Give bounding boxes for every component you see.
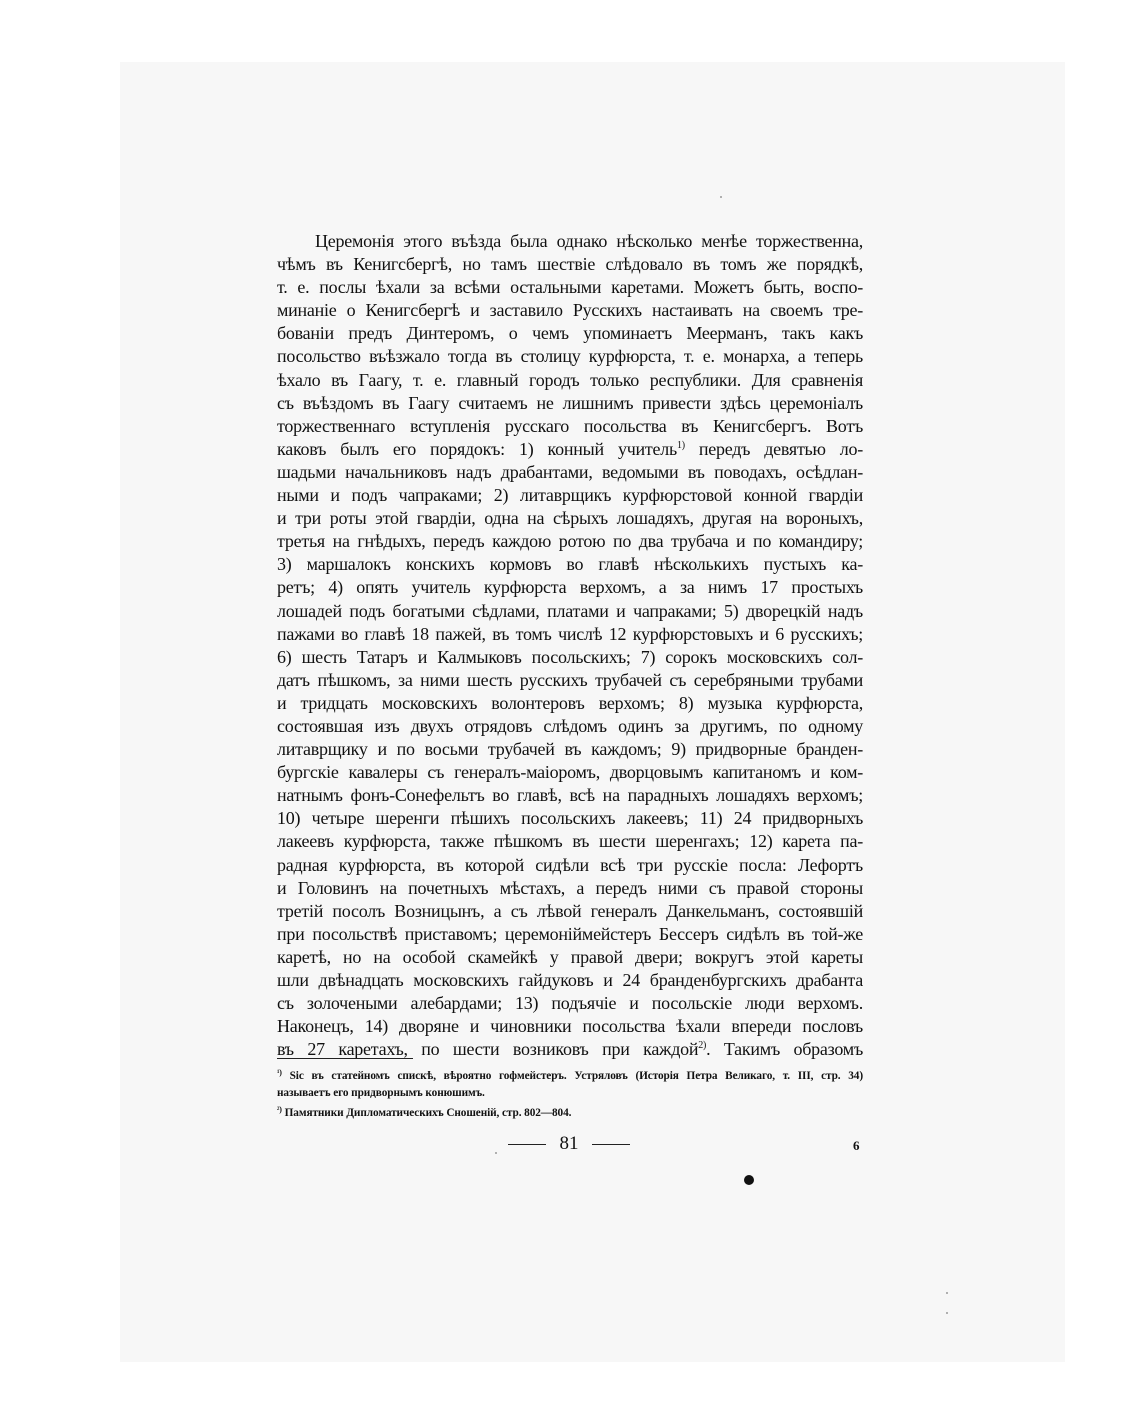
body-line: третій посолъ Возницынъ, а съ лѣвой генералъ Данкельманъ, состоявшій xyxy=(277,900,863,921)
scan-speck xyxy=(946,1312,948,1314)
ink-dot xyxy=(744,1175,754,1185)
body-line: каковъ былъ его порядокъ: 1) конный учитель$^{1)}$ передъ девятью ло- xyxy=(277,438,864,459)
body-line: каретѣ, но на особой скамейкѣ у правой двери; вокругъ этой кареты xyxy=(277,946,863,967)
body-line: съ въѣздомъ въ Гаагу считаемъ не лишнимъ привести здѣсь церемоніалъ xyxy=(277,392,863,413)
body-line: въ 27 каретахъ, по шести возниковъ при каждой$^{2)}$. Такимъ образомъ xyxy=(277,1039,864,1060)
body-line: съ золочеными алебардами; 13) подъячіе и посольскіе люди верхомъ. xyxy=(277,993,863,1014)
body-line: минаніе о Кенигсбергѣ и заставило Русскихъ настаивать на своемъ тре- xyxy=(277,300,863,321)
footnote-ref: 1) xyxy=(676,439,685,451)
body-line: радная курфюрста, въ которой сидѣли всѣ три русскіе посла: Лефортъ xyxy=(277,854,863,875)
body-line: ретъ; 4) опять учитель курфюрста верхомъ, а за нимъ 17 простыхъ xyxy=(277,577,863,598)
footnotes xyxy=(277,1068,863,1122)
page-number-left-dash xyxy=(508,1144,546,1145)
footnote-1-line-1: $^{^1)}$ Sic въ статейномъ спискѣ, вѣроятно гофмейстеръ. Устряловъ (Исторія Петра Великаго, т. III, стр. 34) xyxy=(277,1068,863,1082)
body-line: бованіи предъ Динтеромъ, о чемъ упоминаетъ Меерманъ, такъ какъ xyxy=(277,323,863,344)
page-number-value: 81 xyxy=(559,1133,579,1154)
body-line: 6) шесть Татаръ и Калмыковъ посольскихъ; 7) сорокъ московскихъ сол- xyxy=(277,646,863,667)
body-line: литаврщику и по восьми трубачей въ каждомъ; 9) придворные бранден- xyxy=(277,739,863,760)
body-line: ѣхало въ Гаагу, т. е. главный городъ только республики. Для сравненія xyxy=(277,369,863,390)
body-line: Церемонія этого въѣзда была однако нѣсколько менѣе торжественна, xyxy=(315,231,863,251)
body-line: натнымъ фонъ-Сонефельтъ во главѣ, всѣ на парадныхъ лошадяхъ верхомъ; xyxy=(277,785,863,806)
body-line: чѣмъ въ Кенигсбергѣ, но тамъ шествіе слѣдовало въ томъ же порядкѣ, xyxy=(277,254,863,275)
footnote-2: $^{^2)}$ Памятники Дипломатическихъ Сношеній, стр. 802—804. xyxy=(277,1105,572,1119)
footnote-1-line-2: называетъ его придворнымъ конюшимъ. xyxy=(277,1087,485,1099)
body-line: и три роты этой гвардіи, одна на сѣрыхъ лошадяхъ, другая на вороныхъ, xyxy=(277,508,863,529)
body-line: т. е. послы ѣхали за всѣми остальными каретами. Можетъ быть, воспо- xyxy=(277,277,863,298)
body-line: и тридцать московскихъ волонтеровъ верхомъ; 8) музыка курфюрста, xyxy=(277,692,863,713)
body-line: лакеевъ курфюрста, также пѣшкомъ въ шести шеренгахъ; 12) карета па- xyxy=(277,831,863,852)
page-number-right-dash xyxy=(592,1144,630,1145)
body-line: при посольствѣ приставомъ; церемоніймейстеръ Бессеръ сидѣлъ въ той-же xyxy=(277,923,863,944)
body-line: ными и подъ чапраками; 2) литаврщикъ курфюрстовой конной гвардіи xyxy=(277,485,863,506)
body-line: третья на гнѣдыхъ, передъ каждою ротою по два трубача и по командиру; xyxy=(277,531,863,552)
body-line: 10) четыре шеренги пѣшихъ посольскихъ лакеевъ; 11) 24 придворныхъ xyxy=(277,808,863,829)
signature-mark: 6 xyxy=(853,1138,860,1153)
body-line: и Головинъ на почетныхъ мѣстахъ, а передъ ними съ правой стороны xyxy=(277,877,863,898)
footnote-1-mark: ¹) xyxy=(277,1068,282,1077)
body-line: состоявшая изъ двухъ отрядовъ слѣдомъ одинъ за другимъ, по одному xyxy=(277,715,863,736)
body-text xyxy=(277,230,863,1061)
body-line: лошадей подъ богатыми сѣдлами, платами и чапраками; 5) дворецкій надъ xyxy=(277,600,863,621)
scan-speck xyxy=(495,1152,497,1154)
scan-speck xyxy=(720,196,722,198)
page-number xyxy=(508,1133,630,1155)
scan-speck xyxy=(946,1292,948,1294)
body-line: Наконецъ, 14) дворяне и чиновники посольства ѣхали впереди пословъ xyxy=(277,1016,863,1037)
body-line: торжественнаго вступленія русскаго посольства въ Кенигсбергъ. Вотъ xyxy=(277,415,863,436)
body-line: посольство въѣзжало тогда въ столицу курфюрста, т. е. монарха, а теперь xyxy=(277,346,863,367)
footnote-ref: 2) xyxy=(698,1040,707,1052)
body-line: шли двѣнадцать московскихъ гайдуковъ и 24 бранденбургскихъ драбанта xyxy=(277,970,863,990)
body-line: пажами во главѣ 18 пажей, въ томъ числѣ 12 курфюрстовыхъ и 6 русскихъ; xyxy=(277,623,863,644)
body-line: 3) маршалокъ конскихъ кормовъ во главѣ нѣсколькихъ пустыхъ ка- xyxy=(277,554,863,575)
footnote-2-mark: ²) xyxy=(277,1105,282,1114)
footnote-rule xyxy=(277,1058,413,1059)
body-line: шадьми начальниковъ надъ драбантами, ведомыми въ поводахъ, осѣдлан- xyxy=(277,461,863,482)
body-line: датъ пѣшкомъ, за ними шесть русскихъ трубачей съ серебряными трубами xyxy=(277,669,863,690)
body-line: бургскіе кавалеры съ генералъ-маіоромъ, дворцовымъ капитаномъ и ком- xyxy=(277,762,863,783)
